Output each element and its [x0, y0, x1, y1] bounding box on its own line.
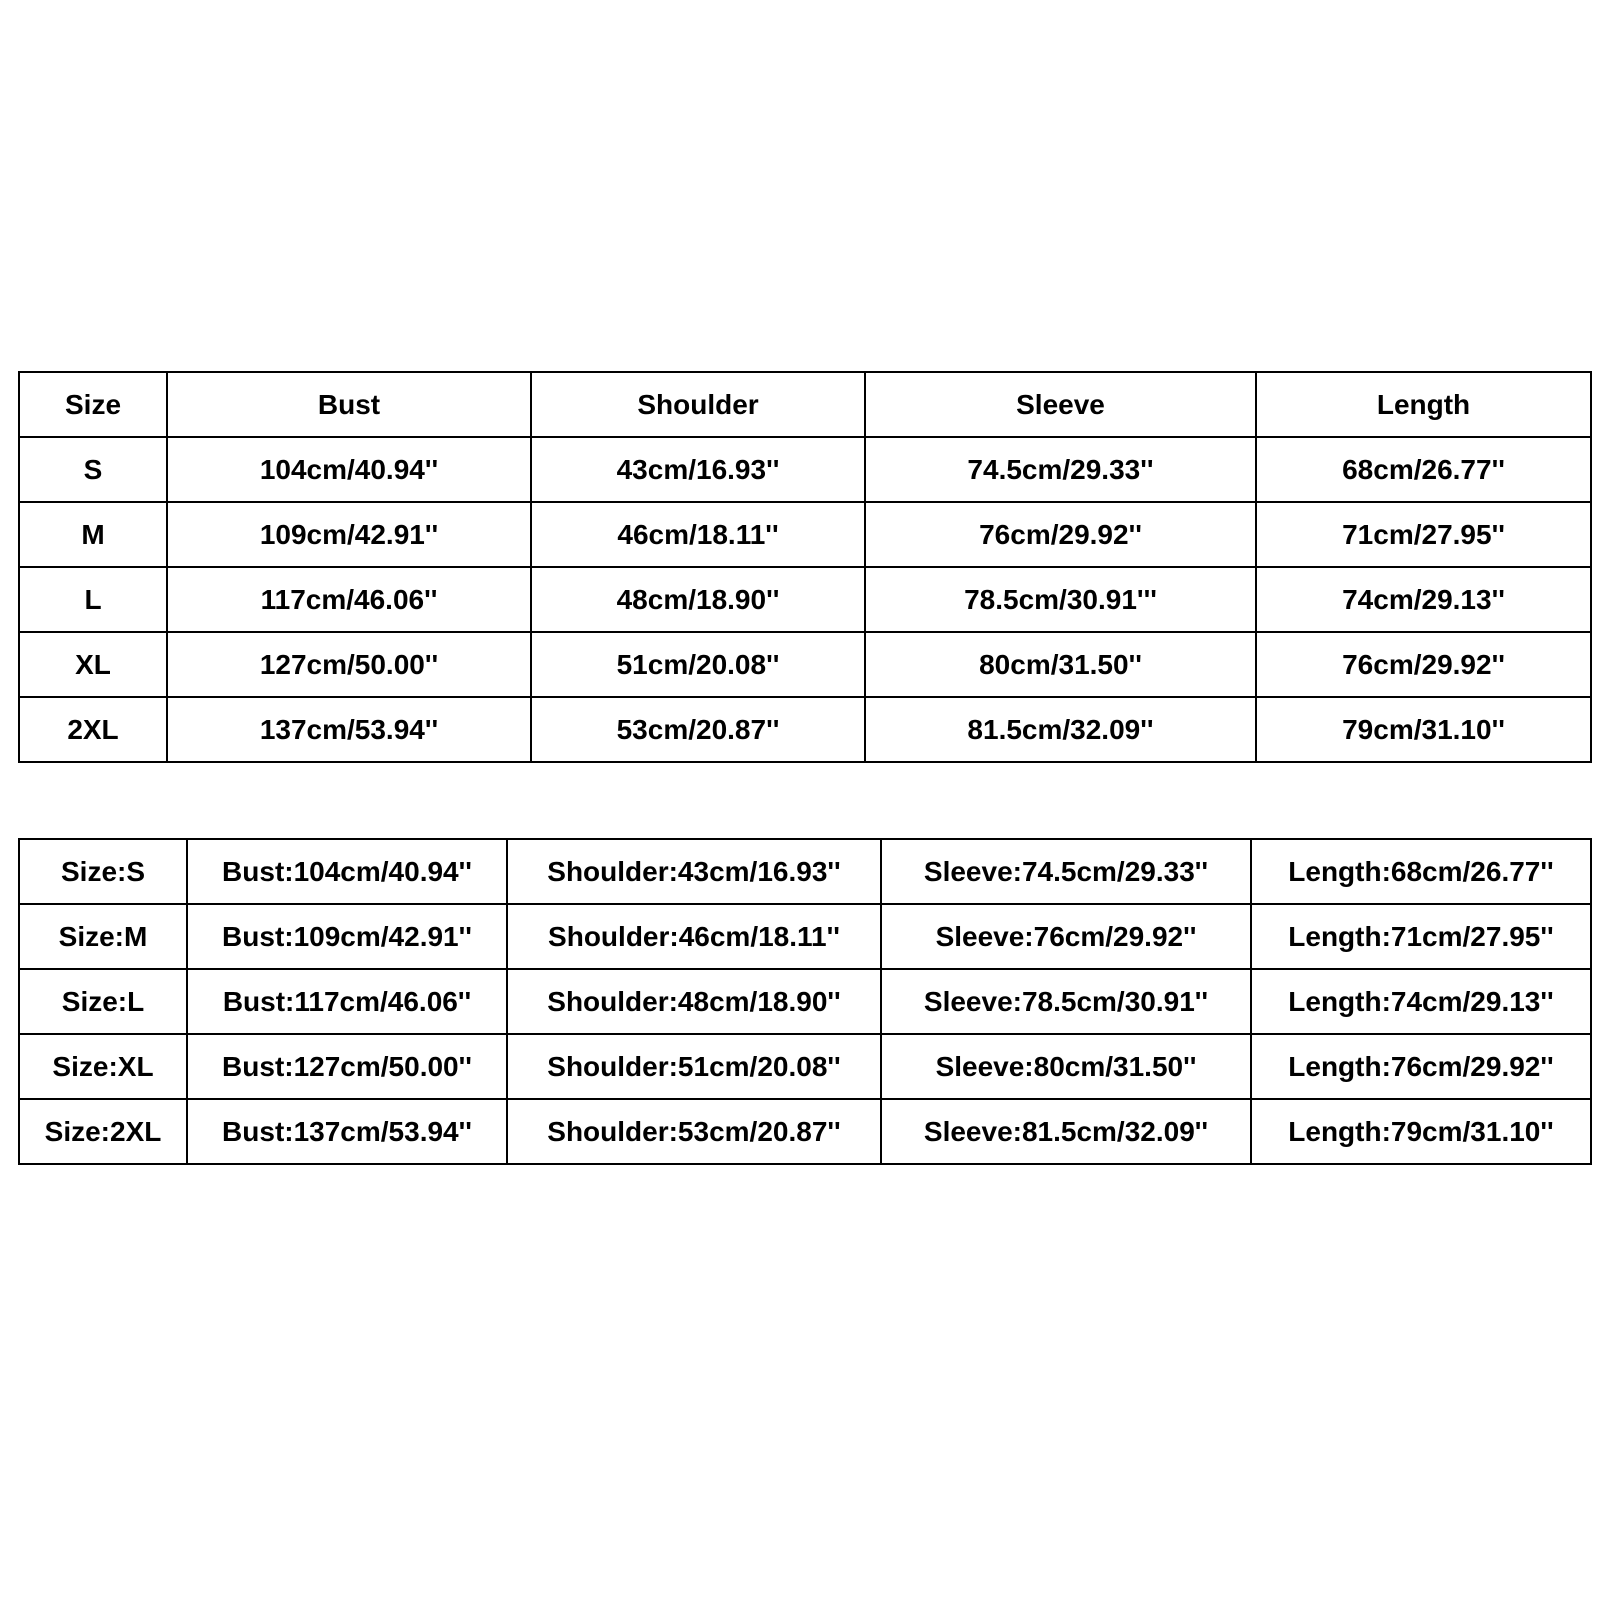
size-detail-table — [18, 838, 1592, 1165]
cell-shoulder: Shoulder:53cm/20.87'' — [507, 1099, 881, 1164]
cell-length: 74cm/29.13'' — [1256, 567, 1591, 632]
cell-size: M — [19, 502, 167, 567]
cell-size: XL — [19, 632, 167, 697]
cell-bust: 109cm/42.91'' — [167, 502, 531, 567]
cell-sleeve: Sleeve:81.5cm/32.09'' — [881, 1099, 1251, 1164]
cell-bust: Bust:109cm/42.91'' — [187, 904, 507, 969]
cell-shoulder: 53cm/20.87'' — [531, 697, 865, 762]
cell-sleeve: Sleeve:80cm/31.50'' — [881, 1034, 1251, 1099]
cell-bust: 104cm/40.94'' — [167, 437, 531, 502]
header-sleeve: Sleeve — [865, 372, 1256, 437]
cell-length: 71cm/27.95'' — [1256, 502, 1591, 567]
cell-bust: Bust:117cm/46.06'' — [187, 969, 507, 1034]
cell-sleeve: 78.5cm/30.91''' — [865, 567, 1256, 632]
cell-size: Size:2XL — [19, 1099, 187, 1164]
cell-length: Length:71cm/27.95'' — [1251, 904, 1591, 969]
header-shoulder: Shoulder — [531, 372, 865, 437]
cell-size: Size:S — [19, 839, 187, 904]
cell-length: Length:74cm/29.13'' — [1251, 969, 1591, 1034]
cell-bust: 127cm/50.00'' — [167, 632, 531, 697]
cell-sleeve: 80cm/31.50'' — [865, 632, 1256, 697]
cell-length: Length:68cm/26.77'' — [1251, 839, 1591, 904]
cell-shoulder: Shoulder:43cm/16.93'' — [507, 839, 881, 904]
cell-sleeve: 76cm/29.92'' — [865, 502, 1256, 567]
header-length: Length — [1256, 372, 1591, 437]
cell-length: Length:79cm/31.10'' — [1251, 1099, 1591, 1164]
cell-bust: 117cm/46.06'' — [167, 567, 531, 632]
table-row — [19, 567, 1591, 632]
cell-shoulder: 51cm/20.08'' — [531, 632, 865, 697]
cell-length: 76cm/29.92'' — [1256, 632, 1591, 697]
cell-sleeve: 74.5cm/29.33'' — [865, 437, 1256, 502]
cell-size: Size:L — [19, 969, 187, 1034]
cell-sleeve: Sleeve:76cm/29.92'' — [881, 904, 1251, 969]
table-row — [19, 1099, 1591, 1164]
cell-shoulder: Shoulder:46cm/18.11'' — [507, 904, 881, 969]
header-bust: Bust — [167, 372, 531, 437]
cell-size: L — [19, 567, 167, 632]
cell-shoulder: 46cm/18.11'' — [531, 502, 865, 567]
cell-length: 68cm/26.77'' — [1256, 437, 1591, 502]
cell-shoulder: 43cm/16.93'' — [531, 437, 865, 502]
cell-bust: 137cm/53.94'' — [167, 697, 531, 762]
cell-shoulder: 48cm/18.90'' — [531, 567, 865, 632]
cell-bust: Bust:127cm/50.00'' — [187, 1034, 507, 1099]
table-row — [19, 632, 1591, 697]
cell-bust: Bust:137cm/53.94'' — [187, 1099, 507, 1164]
header-size: Size — [19, 372, 167, 437]
table-row — [19, 437, 1591, 502]
table-row — [19, 1034, 1591, 1099]
cell-length: Length:76cm/29.92'' — [1251, 1034, 1591, 1099]
table-row — [19, 904, 1591, 969]
table-row — [19, 502, 1591, 567]
cell-size: Size:M — [19, 904, 187, 969]
table-row — [19, 839, 1591, 904]
cell-shoulder: Shoulder:48cm/18.90'' — [507, 969, 881, 1034]
table-row — [19, 969, 1591, 1034]
table-header-row — [19, 372, 1591, 437]
cell-length: 79cm/31.10'' — [1256, 697, 1591, 762]
table-row — [19, 697, 1591, 762]
cell-size: Size:XL — [19, 1034, 187, 1099]
size-chart-table — [18, 371, 1592, 763]
cell-shoulder: Shoulder:51cm/20.08'' — [507, 1034, 881, 1099]
cell-sleeve: Sleeve:74.5cm/29.33'' — [881, 839, 1251, 904]
cell-bust: Bust:104cm/40.94'' — [187, 839, 507, 904]
cell-sleeve: Sleeve:78.5cm/30.91'' — [881, 969, 1251, 1034]
cell-sleeve: 81.5cm/32.09'' — [865, 697, 1256, 762]
cell-size: 2XL — [19, 697, 167, 762]
cell-size: S — [19, 437, 167, 502]
